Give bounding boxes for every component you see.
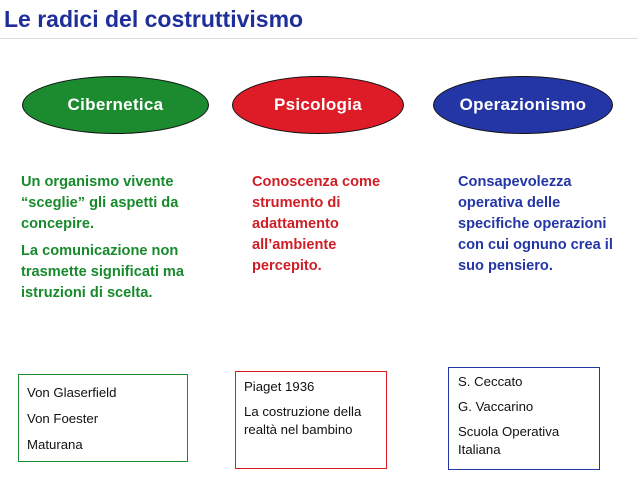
author-entry: Von Foester — [27, 411, 99, 426]
node-label-cibernetica: Cibernetica — [67, 95, 164, 114]
node-label-operazionismo: Operazionismo — [459, 95, 587, 114]
description-psicologia — [252, 172, 392, 277]
author-entry: Von Glaserfield — [27, 385, 117, 400]
author-entry: Maturana — [27, 437, 83, 452]
authors-box-psicologia — [235, 371, 387, 469]
author-entry: Piaget 1936 — [244, 379, 315, 394]
authors-box-operazionismo — [448, 367, 600, 470]
author-entry: Scuola Operativa Italiana — [458, 424, 560, 457]
description-paragraph: Conoscenza come strumento di adattamento all’ambiente percepito. — [252, 174, 381, 274]
description-paragraph: Un organismo vivente “sceglie” gli aspetti da concepire. — [21, 174, 179, 232]
description-paragraph: Consapevolezza operativa delle specifiche operazioni con cui ognuno crea il suo pensiero. — [458, 174, 613, 274]
description-paragraph: La comunicazione non trasmette significati ma istruzioni di scelta. — [21, 243, 185, 301]
node-cibernetica — [22, 76, 209, 134]
author-entry: G. Vaccarino — [458, 399, 534, 414]
title-divider — [0, 38, 638, 39]
authors-box-cibernetica — [18, 374, 188, 462]
description-cibernetica — [21, 172, 221, 304]
author-entry: S. Ceccato — [458, 374, 523, 389]
description-operazionismo — [458, 172, 628, 277]
node-operazionismo — [433, 76, 613, 134]
node-label-psicologia: Psicologia — [273, 95, 363, 114]
work-title: La costruzione della realtà nel bambino — [244, 404, 362, 437]
node-psicologia — [232, 76, 404, 134]
page-title: Le radici del costruttivismo — [4, 6, 304, 32]
